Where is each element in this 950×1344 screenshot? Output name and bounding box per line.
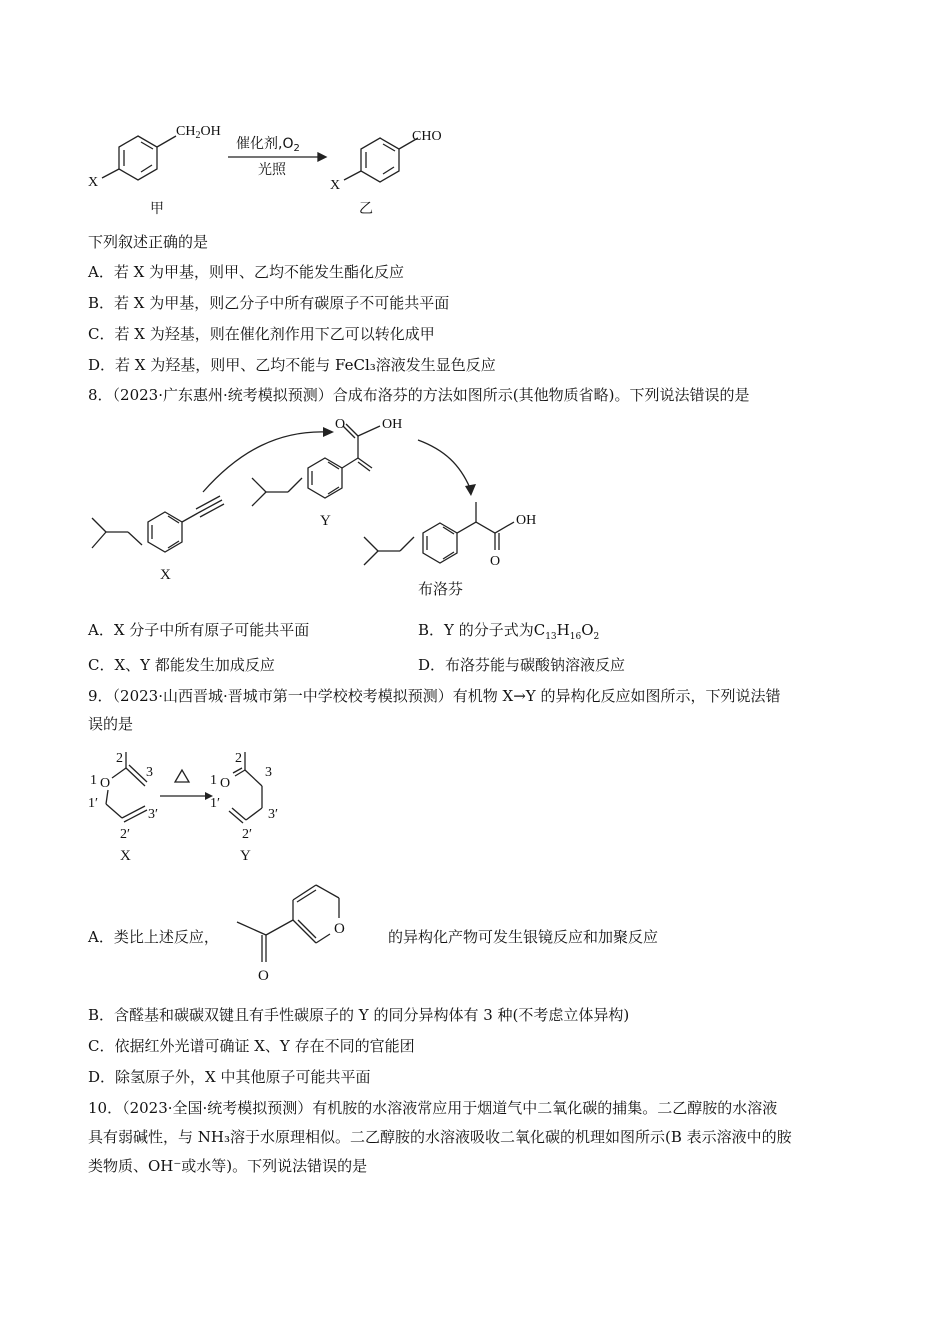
- x-num-2p: 2′: [120, 827, 131, 842]
- y-num-2p: 2′: [242, 827, 253, 842]
- q7-option-a: A．若 X 为甲基，则甲、乙均不能发生酯化反应: [88, 263, 405, 281]
- q10-line3: 类物质、OH⁻或水等)。下列说法错误的是: [88, 1157, 368, 1175]
- q8-option-c: C．X、Y 都能发生加成反应: [88, 656, 275, 674]
- x-atom-o: O: [100, 776, 111, 791]
- q9-stem-line2: 误的是: [88, 715, 134, 733]
- product-x-label: X: [330, 178, 341, 193]
- q7-stem: 下列叙述正确的是: [88, 233, 209, 251]
- ibuprofen-oh-label: OH: [516, 513, 537, 528]
- y-o-label: O: [335, 417, 346, 432]
- q7-option-d: D．若 X 为羟基，则甲、乙均不能与 FeCl₃溶液发生显色反应: [88, 356, 496, 374]
- isomerization-diagram: [0, 740, 950, 870]
- reaction-condition-bottom: 光照: [258, 162, 286, 178]
- q9-option-a-pre: A．类比上述反应，: [88, 928, 219, 946]
- carbonyl-o-label: O: [258, 968, 269, 984]
- x-label: X: [120, 848, 131, 864]
- reactant-name-label: 甲: [150, 201, 164, 217]
- product-name-label: 乙: [359, 201, 373, 217]
- ibuprofen-o-label: O: [490, 554, 501, 569]
- product-cho-label: CHO: [412, 129, 442, 144]
- q9-option-b: B．含醛基和碳碳双键且有手性碳原子的 Y 的同分异构体有 3 种(不考虑立体异构): [88, 1006, 630, 1024]
- q7-option-c: C．若 X 为羟基，则在催化剂作用下乙可以转化成甲: [88, 325, 435, 343]
- x-num-1: 1: [90, 773, 97, 788]
- reaction-scheme-oxidation: [0, 0, 950, 240]
- y-num-1p: 1′: [210, 796, 221, 811]
- y-atom-o: O: [220, 776, 231, 791]
- q9-option-d: D．除氢原子外，X 中其他原子可能共平面: [88, 1068, 371, 1086]
- q9-stem-line1: 9．（2023·山西晋城·晋城市第一中学校校考模拟预测）有机物 X→Y 的异构化反应如图所示，下列说法错: [88, 687, 781, 705]
- q10-line2: 具有弱碱性，与 NH₃溶于水原理相似。二乙醇胺的水溶液吸收二氧化碳的机理如图所示(B 表示溶液中的胺: [88, 1128, 792, 1146]
- q9-option-a-post: 的异构化产物可发生银镜反应和加聚反应: [388, 928, 659, 946]
- ibuprofen-name-label: 布洛芬: [418, 580, 464, 598]
- ibuprofen-synthesis-diagram: [0, 400, 950, 610]
- y-label: Y: [240, 848, 251, 864]
- q7-option-b: B．若 X 为甲基，则乙分子中所有碳原子不可能共平面: [88, 294, 450, 312]
- q10-line1: 10．（2023·全国·统考模拟预测）有机胺的水溶液常应用于烟道气中二氧化碳的捕集。二乙醇胺的水溶液: [88, 1099, 778, 1117]
- y-num-2: 2: [235, 751, 242, 766]
- q8-option-d: D．布洛芬能与碳酸钠溶液反应: [418, 656, 626, 674]
- y-oh-label: OH: [382, 417, 403, 432]
- q8-option-b: B．Y 的分子式为$C_{13}H_{16}O_2$: [418, 621, 600, 642]
- reaction-condition-top: 催化剂$,O_2$: [236, 136, 300, 154]
- y-num-1: 1: [210, 773, 217, 788]
- x-num-1p: 1′: [88, 796, 99, 811]
- formula-c: C: [533, 621, 546, 639]
- x-num-2: 2: [116, 751, 123, 766]
- x-label: X: [160, 567, 171, 583]
- y-num-3p: 3′: [268, 807, 279, 822]
- x-num-3p: 3′: [148, 807, 159, 822]
- ring-o-label: O: [334, 921, 345, 937]
- y-label: Y: [320, 513, 331, 529]
- q8-stem: 8．（2023·广东惠州·统考模拟预测）合成布洛芬的方法如图所示(其他物质省略)。下列说法错误的是: [88, 386, 750, 404]
- reactant-ch2oh-label: $CH_2OH$: [176, 124, 221, 141]
- q8-option-a: A．X 分子中所有原子可能共平面: [88, 621, 310, 639]
- reactant-x-label: X: [88, 175, 99, 190]
- q9-option-c: C．依据红外光谱可确证 X、Y 存在不同的官能团: [88, 1037, 415, 1055]
- y-num-3: 3: [265, 765, 272, 780]
- x-num-3: 3: [146, 765, 153, 780]
